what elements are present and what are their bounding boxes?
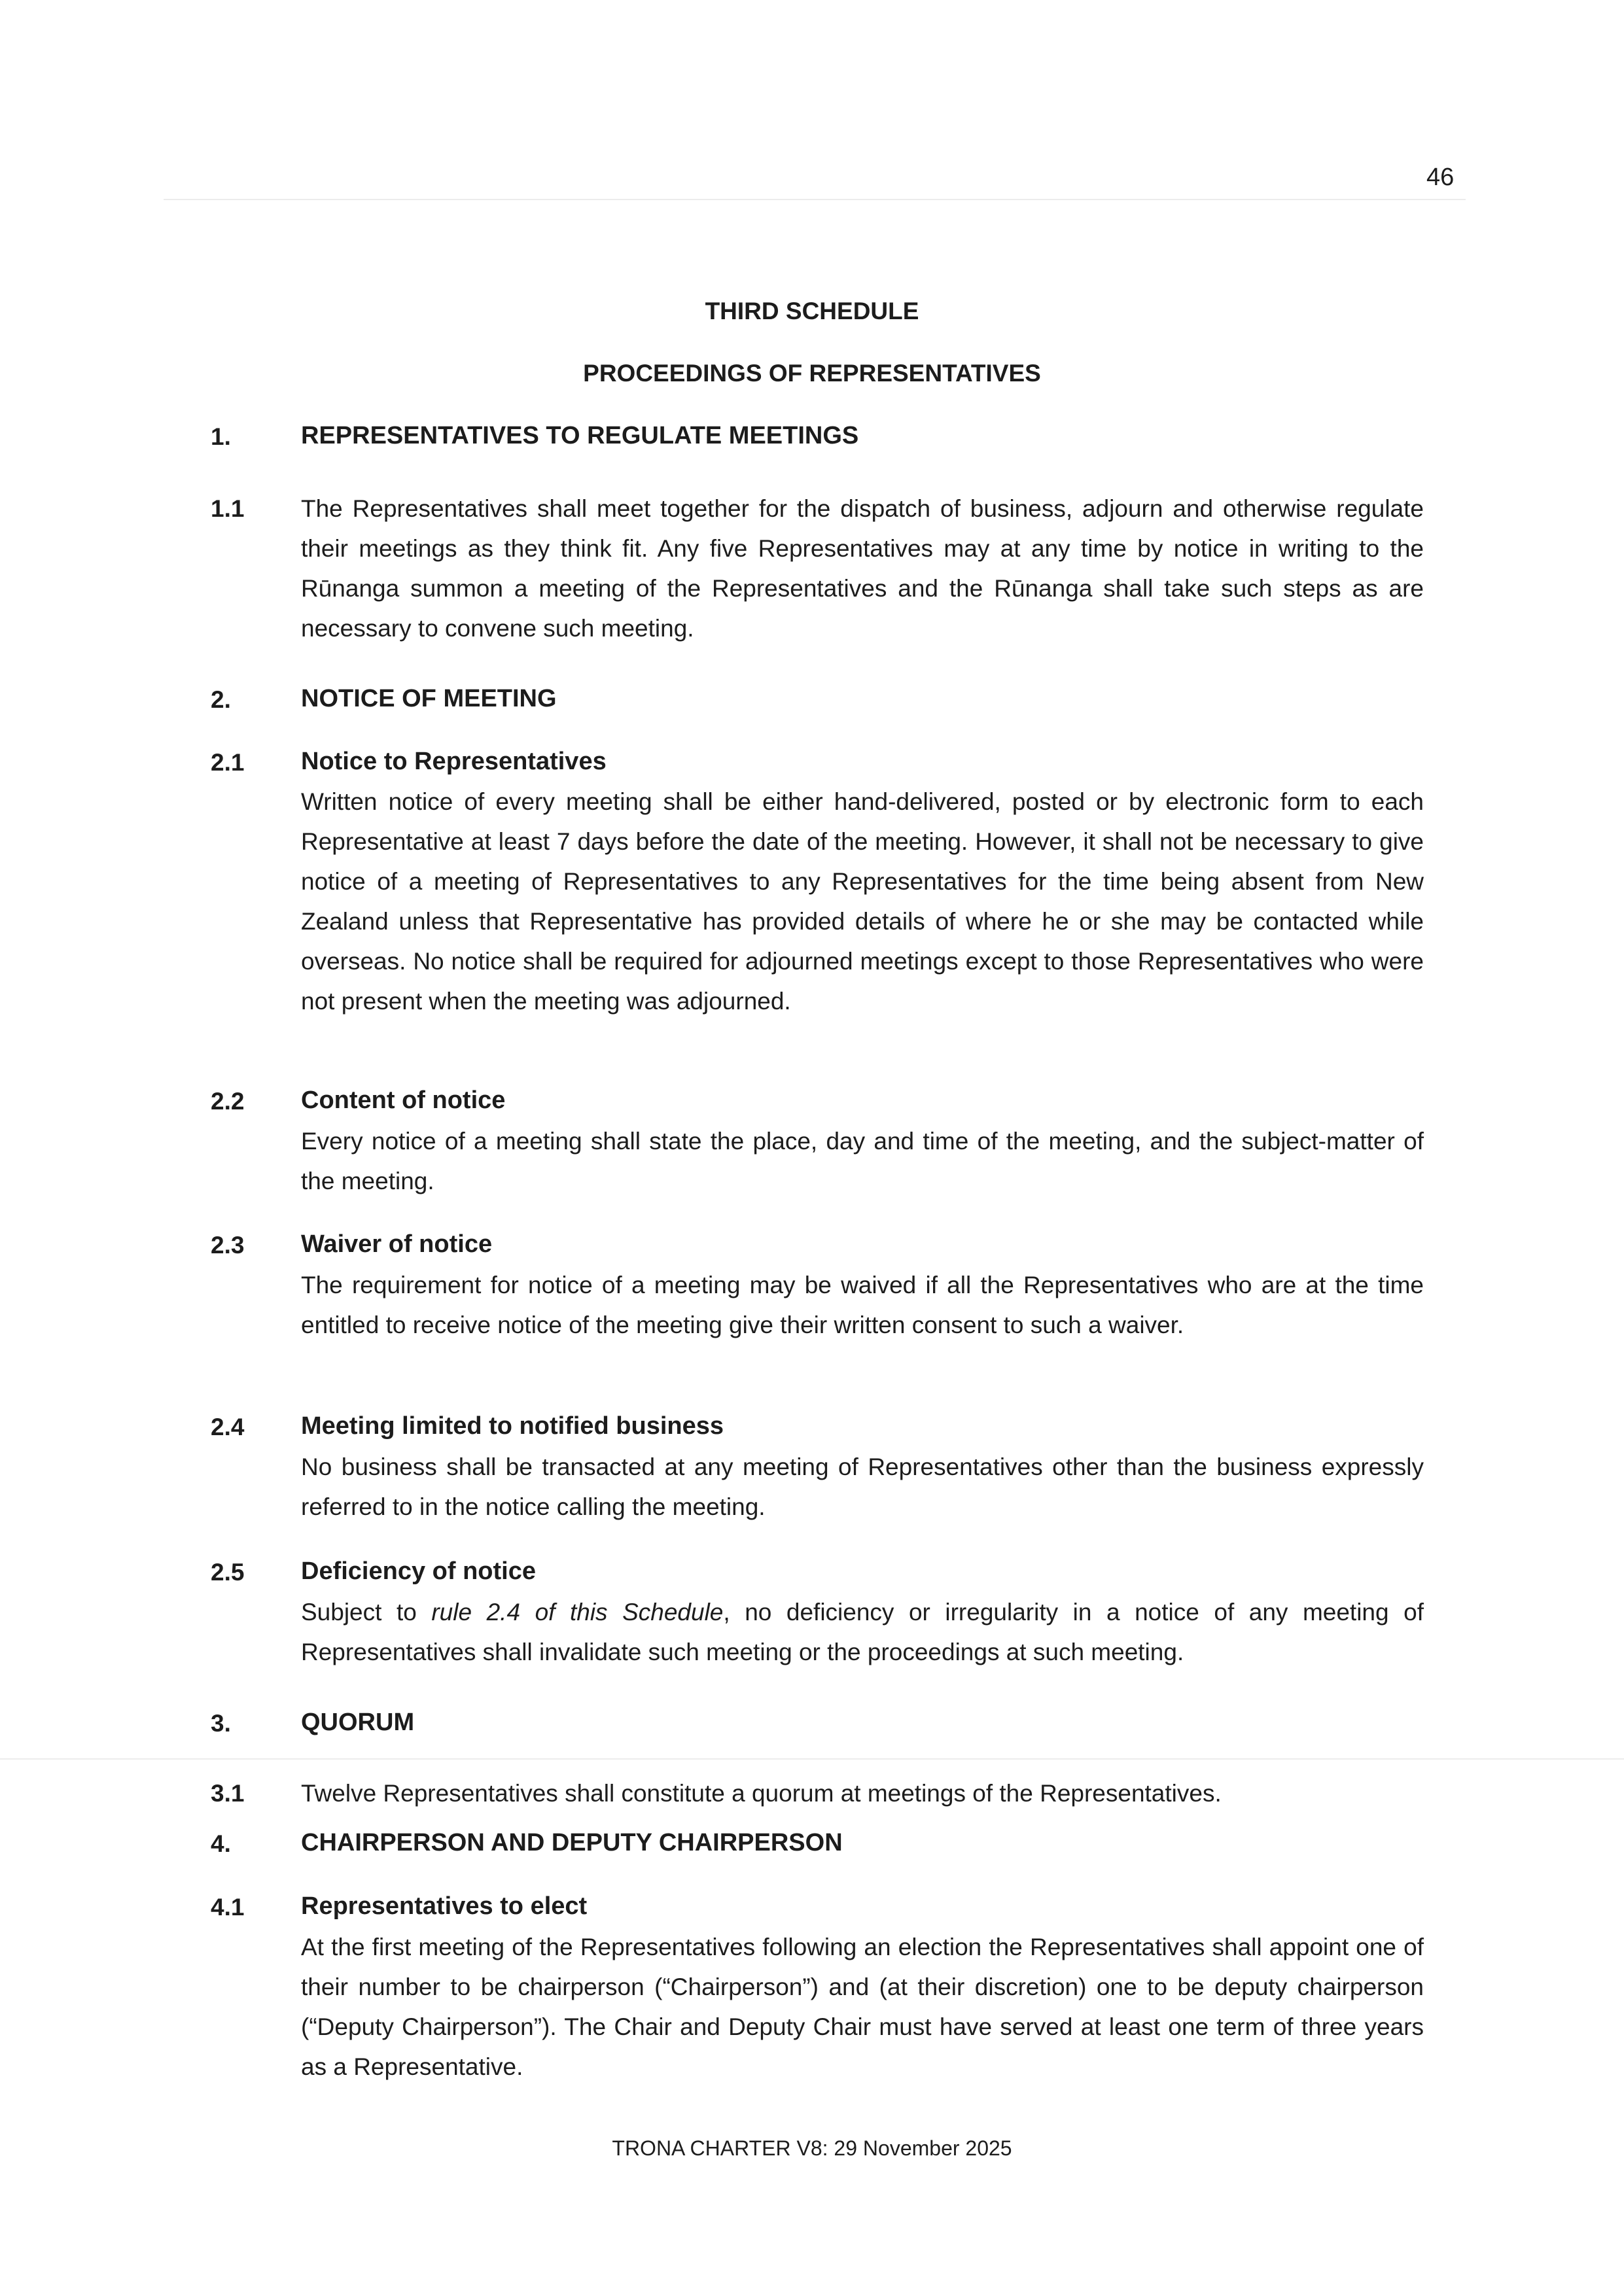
clause-3-1-text: Twelve Representatives shall constitute a quorum at meetings of the Representatives.: [301, 1780, 1222, 1807]
scan-divider: [0, 1758, 1624, 1760]
section-3-heading: QUORUM: [301, 1709, 415, 1736]
clause-2-4-number: 2.4: [211, 1414, 245, 1440]
header-divider: [164, 199, 1466, 200]
schedule-subtitle: PROCEEDINGS OF REPRESENTATIVES: [583, 360, 1041, 387]
section-1-heading: REPRESENTATIVES TO REGULATE MEETINGS: [301, 422, 859, 449]
clause-2-5-text-a: Subject to: [301, 1599, 432, 1626]
clause-2-3-text: The requirement for notice of a meeting may be waived if all the Representatives who are at the time entitled to receive notice of the meeting give their written consent to such a waiver.: [301, 1272, 1424, 1338]
clause-1-1-number: 1.1: [211, 495, 245, 522]
clause-4-1-heading: Representatives to elect: [301, 1892, 588, 1920]
page-footer: TRONA CHARTER V8: 29 November 2025: [612, 2136, 1012, 2160]
clause-2-5-text: [301, 1592, 1424, 1672]
clause-2-5-text-b: , no deficiency or irregularity in a notice of any meeting of Representatives shall invalidate such meeting or the proceedings at such meeting.: [301, 1599, 1424, 1665]
rule-reference: rule 2.4 of this Schedule: [431, 1599, 724, 1626]
section-1-number: 1.: [211, 423, 231, 450]
clause-3-1-number: 3.1: [211, 1780, 245, 1807]
clause-4-1-text: At the first meeting of the Representatives following an election the Representatives shall appoint one of their number to be chairperson (“Chairperson”) and (at their discretion) one to be deputy chairperson (“Deputy Chairperson”). The Chair and Deputy Chair must have served at least one term of three years as a Representative.: [301, 1934, 1424, 2080]
clause-2-2-heading: Content of notice: [301, 1087, 506, 1114]
clause-2-3-heading: Waiver of notice: [301, 1230, 493, 1258]
section-2-heading: NOTICE OF MEETING: [301, 685, 557, 712]
clause-2-5-heading: Deficiency of notice: [301, 1557, 536, 1585]
section-4-heading: CHAIRPERSON AND DEPUTY CHAIRPERSON: [301, 1829, 843, 1856]
clause-2-5-number: 2.5: [211, 1559, 245, 1586]
section-4-number: 4.: [211, 1830, 231, 1857]
clause-2-1-number: 2.1: [211, 749, 245, 776]
schedule-title: THIRD SCHEDULE: [705, 298, 919, 324]
clause-2-2-number: 2.2: [211, 1088, 245, 1115]
clause-1-1-text: The Representatives shall meet together for the dispatch of business, adjourn and otherwise regulate their meetings as they think fit. Any five Representatives may at any time by notice in writing to the Rūnanga summon a meeting of the Representatives and the Rūnanga shall take such steps as are necessary to convene such meeting.: [301, 495, 1424, 642]
clause-2-4-text: No business shall be transacted at any meeting of Representatives other than the business expressly referred to in the notice calling the meeting.: [301, 1453, 1424, 1520]
clause-4-1-number: 4.1: [211, 1894, 245, 1921]
clause-2-2-text: Every notice of a meeting shall state the place, day and time of the meeting, and the subject-matter of the meeting.: [301, 1128, 1424, 1194]
section-2-number: 2.: [211, 686, 231, 713]
clause-2-1-text: Written notice of every meeting shall be either hand-delivered, posted or by electronic form to each Representative at least 7 days before the date of the meeting. However, it shall not be necessary to give notice of a meeting of Representatives to any Representatives for the time being absent from New Zealand unless that Representative has provided details of where he or she may be contacted while overseas. No notice shall be required for adjourned meetings except to those Representatives who were not present when the meeting was adjourned.: [301, 788, 1424, 1015]
clause-2-1-heading: Notice to Representatives: [301, 748, 607, 775]
clause-2-4-heading: Meeting limited to notified business: [301, 1412, 724, 1440]
section-3-number: 3.: [211, 1710, 231, 1737]
page-number: 46: [1426, 164, 1455, 191]
clause-2-3-number: 2.3: [211, 1232, 245, 1259]
